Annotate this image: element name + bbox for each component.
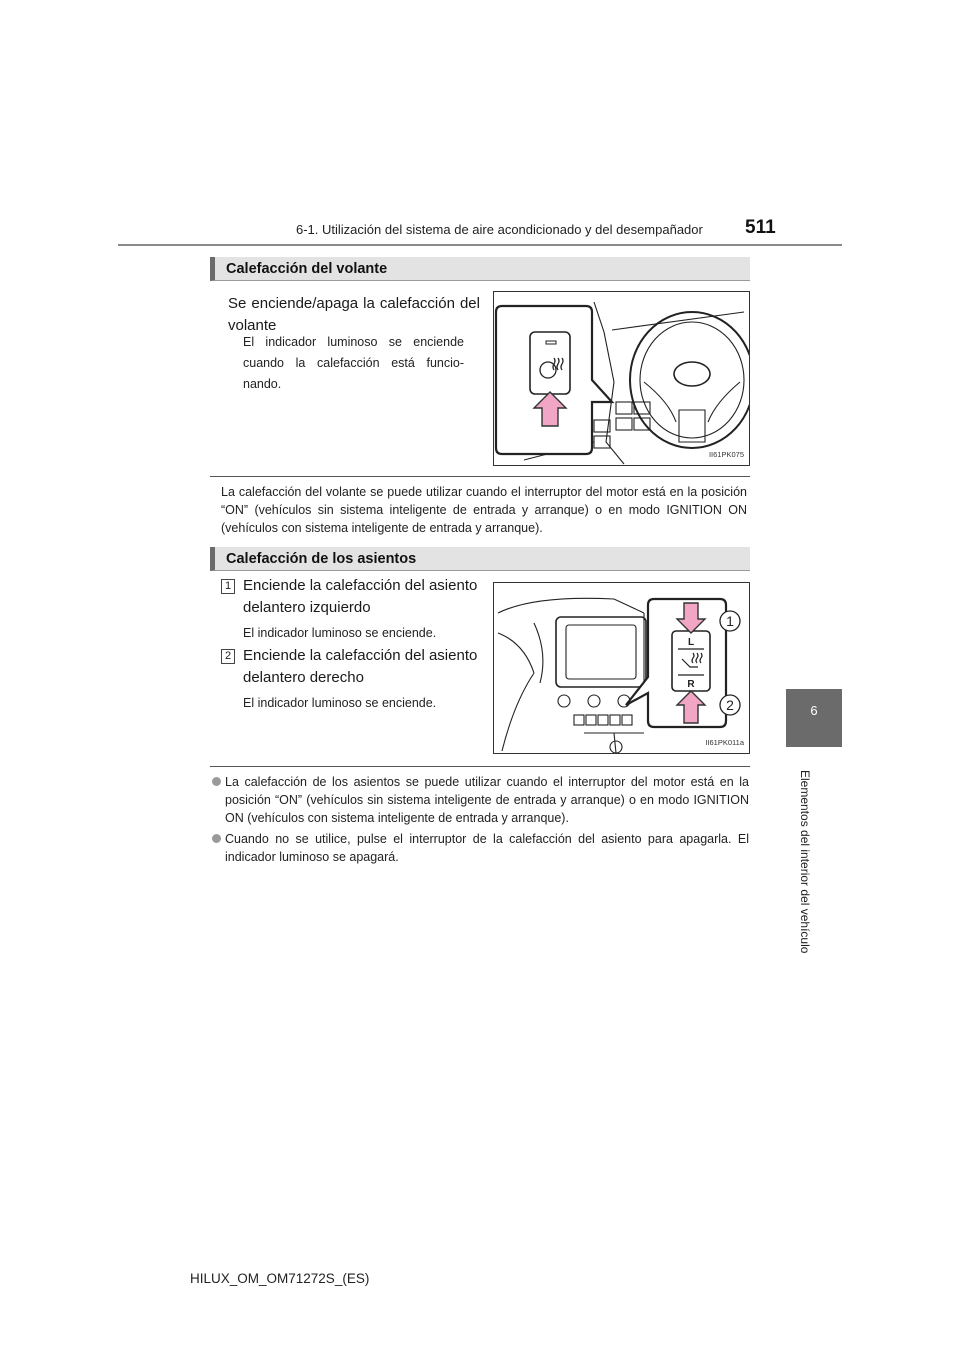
divider-rule	[210, 766, 750, 767]
steering-heater-note: La calefacción del volante se puede utilizar cuando el interruptor del motor está en la posición “ON” (vehículos sin sistema inteligente de entrada y arranque) o en modo IGNITION ON (vehículos con sistema inteligente de entrada y arranque).	[221, 485, 747, 535]
left-seat-heater-title: Enciende la calefacción del asiento delantero izquierdo	[243, 577, 478, 616]
switch-label-right: R	[687, 679, 695, 690]
callout-number-1: 1	[726, 613, 734, 629]
left-seat-heater-sub: El indicador luminoso se enciende.	[243, 626, 437, 640]
chapter-number: 6	[810, 703, 818, 718]
seat-heater-note-2: Cuando no se utilice, pulse el interruptor de la calefacción del asiento para apagarla. El indicador luminoso se apagará.	[225, 832, 749, 864]
section-header-seat-heaters	[210, 547, 750, 571]
bullet-icon	[212, 777, 221, 786]
section-header-steering-heater	[210, 257, 750, 281]
divider-rule	[210, 476, 750, 477]
right-seat-heater-sub: El indicador luminoso se enciende.	[243, 696, 437, 710]
item-number-1: 1	[221, 579, 235, 594]
running-header: 6-1. Utilización del sistema de aire acondicionado y del desempañador	[296, 222, 703, 237]
center-console-illustration	[494, 583, 750, 754]
page-number: 511	[745, 217, 776, 238]
callout-number-2: 2	[726, 697, 734, 713]
document-id: HILUX_OM_OM71272S_(ES)	[190, 1271, 370, 1286]
seat-heater-note-1: La calefacción de los asientos se puede utilizar cuando el interruptor del motor está en la posición “ON” (vehículos sin sistema inteligente de entrada y arranque) o en modo IGNITION ON (vehículos con sistema inteligente de entrada y arranque).	[225, 775, 749, 825]
steering-heater-lead: Se enciende/apaga la calefacción del volante	[228, 295, 480, 334]
figure-code: II61PK075	[708, 450, 744, 459]
section-title: Calefacción del volante	[226, 261, 388, 277]
chapter-tab	[786, 689, 842, 747]
switch-label-left: L	[687, 637, 695, 648]
figure-code: II61PK011a	[705, 738, 744, 747]
section-title: Calefacción de los asientos	[226, 551, 417, 567]
right-seat-heater-title: Enciende la calefacción del asiento delantero derecho	[243, 647, 478, 686]
seat-heater-figure	[493, 582, 750, 754]
steering-wheel-illustration	[494, 292, 750, 466]
bullet-icon	[212, 834, 221, 843]
header-rule	[118, 244, 842, 246]
steering-heater-sub: El indicador luminoso se enciende cuando la calefacción está funcio-nando.	[243, 335, 464, 391]
steering-wheel-figure	[493, 291, 750, 466]
chapter-title: Elementos del interior del vehículo	[798, 770, 812, 954]
item-number-2: 2	[221, 649, 235, 664]
